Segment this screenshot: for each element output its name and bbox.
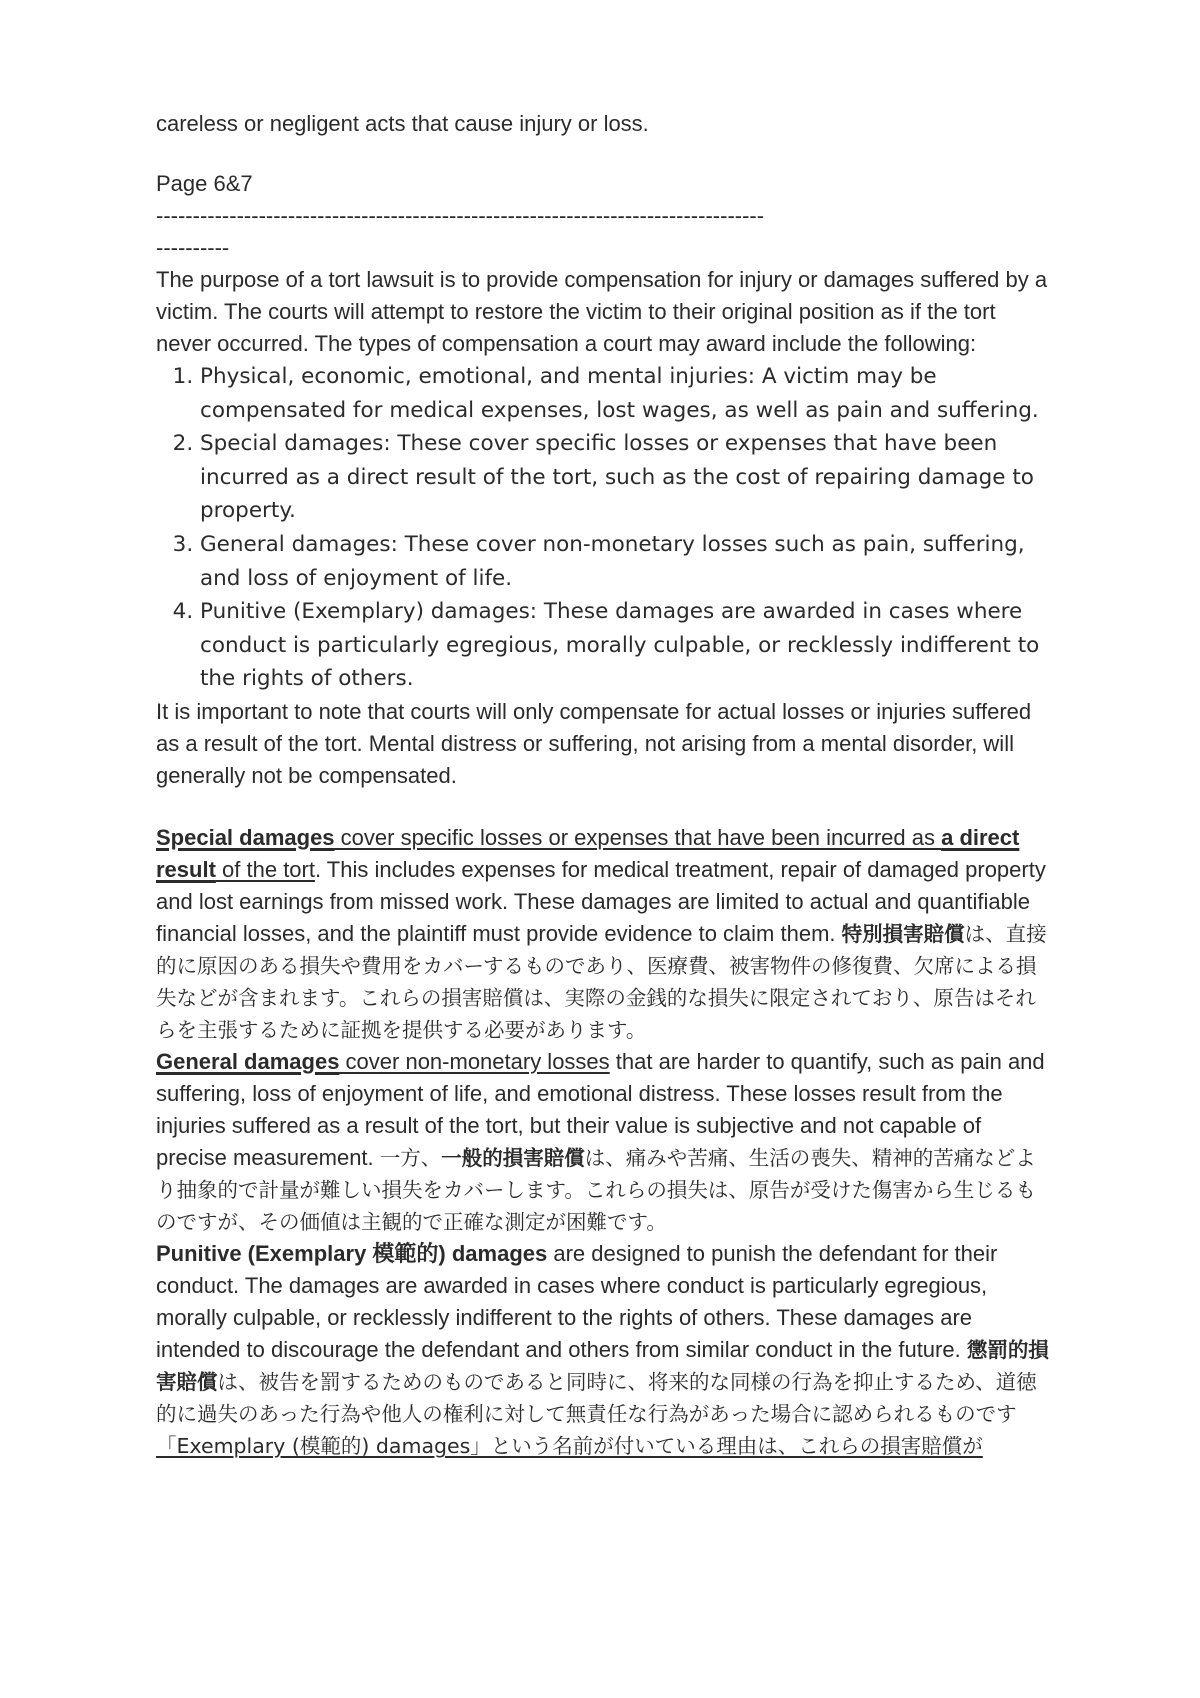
special-damages-rest: . This includes expenses for medical treatment, repair of damaged property and lost earnings from missed work. These damages are limited to actual and quantifiable financial losses, and the plaintiff must provide evidence to claim them.: [156, 856, 1046, 946]
special-damages-definition: cover specific losses or expenses that have been incurred as: [334, 824, 942, 850]
general-damages-ja-term: 一般的損害賠償: [441, 1145, 585, 1170]
general-damages-definition: cover non-monetary losses: [339, 1048, 610, 1074]
general-damages-ja-text: は、痛みや苦痛、生活の喪失、精神的苦痛などより抽象的で計量が難しい損失をカバーします。これらの損失は、原告が受けた傷害から生じるものですが、その価値は主観的で正確な測定が困難です。: [156, 1145, 1036, 1234]
list-item: 2. Special damages: These cover specific losses or expenses that have been incurred as a direct result of the tort, such as the cost of repairing damage to property.: [200, 427, 1056, 528]
note-paragraph: It is important to note that courts will only compensate for actual losses or injuries suffered as a result of the tort. Mental distress or suffering, not arising from a mental disorder, will generally not be compensated.: [156, 698, 1032, 788]
list-item: 1. Physical, economic, emotional, and mental injuries: A victim may be compensated for medical expenses, lost wages, as well as pain and suffering.: [200, 360, 1056, 427]
punitive-damages-rest: are designed to punish the defendant for their conduct. The damages are awarded in cases where conduct is particularly egregious, morally culpable, or recklessly indifferent to the rights of others. These damages are intended to discourage the defendant and others from similar conduct in the future.: [156, 1240, 998, 1362]
punitive-damages-paragraph: [156, 1238, 1056, 1430]
special-damages-ja-term: 特別損害賠償: [841, 921, 965, 946]
special-damages-term: Special damages: [156, 824, 335, 850]
punitive-damages-term: Punitive (Exemplary 模範的) damages: [156, 1240, 548, 1266]
direct-result-term: a direct result: [156, 824, 1020, 882]
special-damages-ja-text: は、直接的に原因のある損失や費用をカバーするものであり、医療費、被害物件の修復費、欠席による損失などが含まれます。これらの損害賠償は、実際の金銭的な損失に限定されており、原告はそれらを主張するために証拠を提供する必要があります。: [156, 921, 1047, 1042]
punitive-damages-ja-term: 懲罰的損害賠償: [156, 1337, 1049, 1394]
general-damages-rest: that are harder to quantify, such as pain and suffering, loss of enjoyment of life, and emotional distress. These losses result from the injuries suffered as a result of the tort, but their value is subjective and not capable of precise measurement.: [156, 1048, 1045, 1170]
list-item: 4. Punitive (Exemplary) damages: These damages are awarded in cases where conduct is particularly egregious, morally culpable, or recklessly indifferent to the rights of others.: [200, 595, 1056, 696]
punitive-damages-ja-text: は、被告を罰するためのものであると同時に、将来的な同様の行為を抑止するため、道徳的に過失のあった行為や他人の権利に対して無責任な行為があった場合に認められるものです: [156, 1369, 1037, 1426]
purpose-paragraph: The purpose of a tort lawsuit is to provide compensation for injury or damages suffered by a victim. The courts will attempt to restore the victim to their original position as if the tort never occurred. The types of compensation a court may award include the following:: [156, 267, 1048, 356]
list-item: 3. General damages: These cover non-monetary losses such as pain, suffering, and loss of enjoyment of life.: [200, 528, 1056, 595]
general-damages-term: General damages: [156, 1048, 340, 1074]
exemplary-name-line: 「Exemplary (模範的) damages」という名前が付いている理由は、これらの損害賠償が: [156, 1433, 983, 1458]
of-the-tort: of the tort: [215, 856, 315, 882]
general-damages-paragraph: [156, 1046, 1056, 1238]
page-label: Page 6&7: [156, 171, 253, 196]
document-page: [156, 108, 1056, 1462]
divider-dashes-tail: ----------: [156, 235, 230, 260]
general-damages-ja-prefix: 一方、: [379, 1145, 442, 1170]
divider-dashes: -----------------------------------------------------------------------------------: [156, 203, 765, 228]
compensation-list: [156, 360, 1056, 696]
intro-line: careless or negligent acts that cause injury or loss.: [156, 111, 649, 136]
special-damages-paragraph: [156, 822, 1056, 1046]
